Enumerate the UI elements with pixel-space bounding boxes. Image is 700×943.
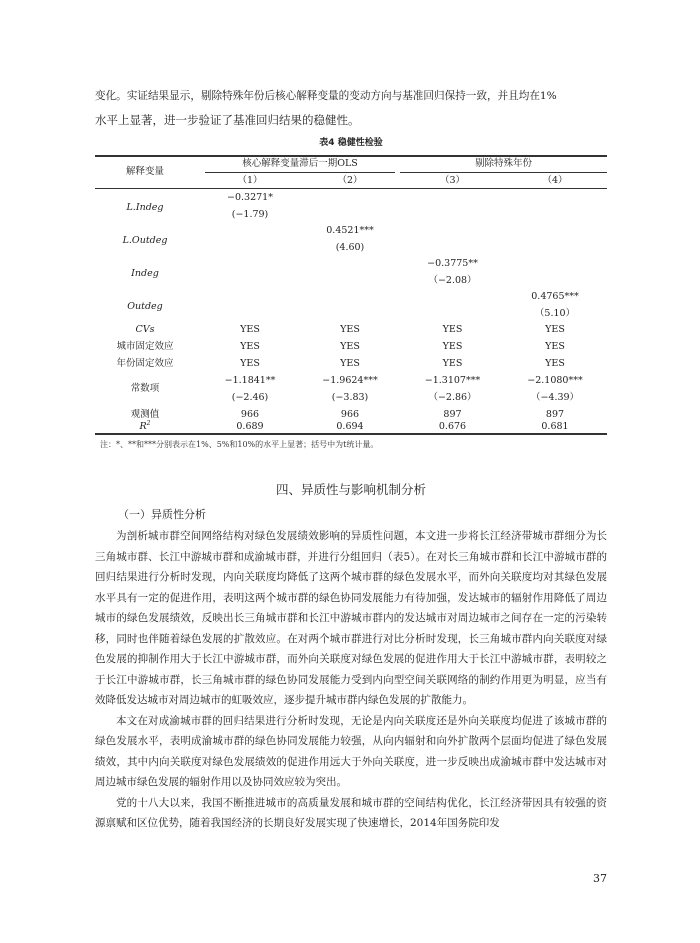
coef-indeg: −0.3775** <box>427 258 478 269</box>
page-number: 37 <box>593 872 607 885</box>
row-label-outdeg: Outdeg <box>127 301 163 312</box>
header-col-3: （3） <box>439 175 466 186</box>
group2-rule <box>400 172 607 173</box>
year-fe-col-1: YES <box>240 358 260 369</box>
r2-base: R <box>139 421 147 432</box>
row-label-observations: 观测值 <box>130 409 160 420</box>
tstat-l-outdeg: (4.60) <box>335 242 365 253</box>
table-bottom-rule <box>95 433 607 435</box>
year-fe-col-2: YES <box>340 358 360 369</box>
body-paragraph: 为剖析城市群空间网络结构对绿色发展绩效影响的异质性问题，本文进一步将长江经济带城市群细分为长三角城市群、长江中游城市群和成渝城市群，并进行分组回归（表5）。在对长三角城市群和长江中游城市群的回归结果进行分析时发现，内向关联度均降低了这两个城市群的绿色发展水平，而外向关联度均对其绿色发展水平具有一定的促进作用，表明这两个城市群的绿色协同发展能力有待加强，发达城市的辐射作用降低了周边城市的绿色发展绩效，反映出长三角城市群和长江中游城市群内的发达城市对周边城市之间存在一定的污染转移，同时也伴随着绿色发展的扩散效应。在对两个城市群进行对比分析时发现，长三角城市群内向关联度对绿色发展的抑制作用大于长江中游城市群，而外向关联度对绿色发展的促进作用大于长江中游城市群，表明较之于长江中游城市群，长三角城市群的绿色协同发展能力受到内向型空间关联网络的制约作用更为明显，应当有效降低发达城市对周边城市的虹吸效应，逐步提升城市群内绿色发展的扩散能力。 <box>95 530 607 706</box>
year-fe-col-4: YES <box>545 358 565 369</box>
obs-col-4: 897 <box>545 409 565 420</box>
cvs-col-4: YES <box>545 324 565 335</box>
constant-col-3: −1.3107*** <box>424 375 481 386</box>
header-bottom-rule <box>95 188 607 189</box>
constant-t-col-1: (−2.46) <box>231 392 269 403</box>
header-col-2: （2） <box>337 175 363 186</box>
constant-col-1: −1.1841** <box>224 375 276 386</box>
row-label-year-fe: 年份固定效应 <box>116 358 174 369</box>
coef-l-outdeg: 0.4521*** <box>326 225 374 236</box>
group1-rule <box>205 172 395 173</box>
city-fe-col-1: YES <box>240 341 260 352</box>
body-content <box>95 480 607 834</box>
row-label-l-indeg: L.Indeg <box>126 202 164 213</box>
header-group-exclude-years: 剔除特殊年份 <box>474 158 532 169</box>
r2-col-3: 0.676 <box>438 421 467 432</box>
r2-col-1: 0.689 <box>236 421 264 432</box>
r2-sup: 2 <box>146 419 151 427</box>
header-group-lagged-ols: 核心解释变量滞后一期OLS <box>242 158 358 169</box>
cvs-col-3: YES <box>442 324 463 335</box>
row-label-l-outdeg: L.Outdeg <box>122 235 168 246</box>
coef-l-indeg: −0.3271* <box>227 192 273 203</box>
coef-outdeg: 0.4765*** <box>531 291 579 302</box>
constant-col-2: −1.9624*** <box>322 375 378 386</box>
cvs-col-1: YES <box>240 324 260 335</box>
row-label-city-fe: 城市固定效应 <box>116 341 174 352</box>
constant-t-col-2: (−3.83) <box>331 392 369 403</box>
intro-paragraph <box>95 84 607 132</box>
city-fe-col-2: YES <box>340 341 360 352</box>
section-title: 四、异质性与影响机制分析 <box>275 482 426 497</box>
r2-col-4: 0.681 <box>541 421 569 432</box>
intro-line: 变化。实证结果显示，剔除特殊年份后核心解释变量的变动方向与基准回归保持一致，并且均在1% <box>95 90 557 102</box>
table-top-rule <box>95 155 607 157</box>
tstat-outdeg: （5.10） <box>534 308 576 319</box>
tstat-indeg: （−2.08） <box>428 275 477 286</box>
header-variable: 解释变量 <box>125 166 164 177</box>
city-fe-col-3: YES <box>442 341 463 352</box>
city-fe-col-4: YES <box>545 341 565 352</box>
r2-col-2: 0.694 <box>336 421 364 432</box>
header-col-1: （1） <box>237 175 263 186</box>
cvs-col-2: YES <box>340 324 360 335</box>
obs-col-3: 897 <box>443 409 462 420</box>
table-note: 注：*、**和***分别表示在1%、5%和10%的水平上显著；括号中为t统计量。 <box>100 440 379 449</box>
body-paragraph: 本文在对成渝城市群的回归结果进行分析时发现，无论是内向关联度还是外向关联度均促进了该城市群的绿色发展水平，表明成渝城市群的绿色协同发展能力较强，从向内辐射和向外扩散两个层面均促进了绿色发展绩效，其中内向关联度对绿色发展绩效的促进作用远大于外向关联度，进一步反映出成渝城市群中发达城市对周边城市绿色发展的辐射作用以及协同效应较为突出。 <box>95 714 607 788</box>
row-label-r2 <box>95 421 195 433</box>
intro-line: 水平上显著，进一步验证了基准回归结果的稳健性。 <box>95 113 360 127</box>
year-fe-col-3: YES <box>442 358 463 369</box>
table-caption: 表4 稳健性检验 <box>319 138 383 148</box>
subsection-title: （一）异质性分析 <box>118 508 206 521</box>
obs-col-1: 966 <box>240 409 260 420</box>
body-paragraph: 党的十八大以来，我国不断推进城市的高质量发展和城市群的空间结构优化，长江经济带因具有较强的资源禀赋和区位优势，随着我国经济的长期良好发展实现了快速增长，2014年国务院印发 <box>95 796 607 829</box>
header-col-4: （4） <box>542 175 568 186</box>
row-label-cvs: CVs <box>135 324 155 335</box>
constant-t-col-4: （−4.39） <box>530 392 580 403</box>
row-label-constant: 常数项 <box>130 383 160 394</box>
row-label-indeg: Indeg <box>131 268 159 279</box>
constant-col-4: −2.1080*** <box>527 375 583 386</box>
constant-t-col-3: （−2.86） <box>428 392 477 403</box>
obs-col-2: 966 <box>340 409 360 420</box>
tstat-l-indeg: (−1.79) <box>231 209 269 220</box>
